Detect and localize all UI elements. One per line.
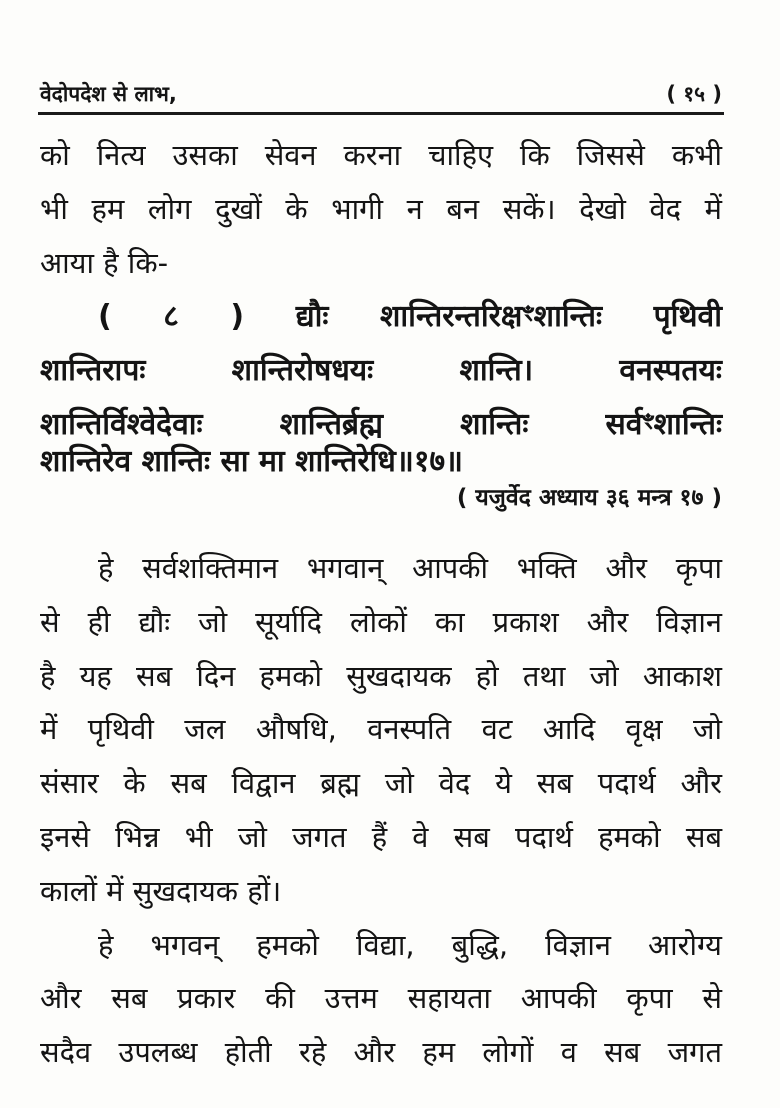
- running-title: वेदोपदेश से लाभ,: [40, 82, 177, 106]
- mantra-line: शान्तिरापः शान्तिरोषधयः शान्ति। वनस्पतयः: [40, 353, 722, 388]
- header-rule: [38, 112, 724, 115]
- body-line: में पृथिवी जल औषधि, वनस्पति वट आदि वृक्ष जो: [40, 712, 722, 746]
- page-number: ( १५ ): [666, 82, 722, 106]
- body-line: सदैव उपलब्ध होती रहे और हम लोगों व सब जगत: [40, 1035, 722, 1069]
- body-line: से ही द्यौः जो सूर्यादि लोकों का प्रकाश और विज्ञान: [40, 605, 722, 639]
- mantra-line: शान्तिरेव शान्तिः सा मा शान्तिरेधि॥१७॥: [40, 444, 464, 479]
- body-line: आया है कि-: [40, 246, 169, 280]
- mantra-line: शान्तिर्विश्वेदेवाः शान्तिर्ब्रह्म शान्तिः सर्वꣳशान्तिः: [40, 407, 722, 442]
- body-line: और सब प्रकार की उत्तम सहायता आपकी कृपा से: [40, 981, 722, 1015]
- citation: ( यजुर्वेद अध्याय ३६ मन्त्र १७ ): [456, 485, 722, 511]
- body-line: संसार के सब विद्वान ब्रह्म जो वेद ये सब पदार्थ और: [40, 766, 722, 800]
- body-line: भी हम लोग दुखों के भागी न बन सकें। देखो वेद में: [40, 192, 722, 226]
- body-line: हे भगवन् हमको विद्या, बुद्धि, विज्ञान आरोग्य: [98, 928, 722, 962]
- body-line: को नित्य उसका सेवन करना चाहिए कि जिससे कभी: [40, 138, 722, 172]
- body-line: कालों में सुखदायक हों।: [40, 874, 282, 908]
- body-line: है यह सब दिन हमको सुखदायक हो तथा जो आकाश: [40, 659, 722, 693]
- body-line: इनसे भिन्न भी जो जगत हैं वे सब पदार्थ हमको सब: [40, 820, 722, 854]
- body-line: हे सर्वशक्तिमान भगवान् आपकी भक्ति और कृपा: [98, 551, 722, 585]
- mantra-line: ( ८ ) द्यौः शान्तिरन्तरिक्षꣳशान्तिः पृथिवी: [98, 299, 722, 334]
